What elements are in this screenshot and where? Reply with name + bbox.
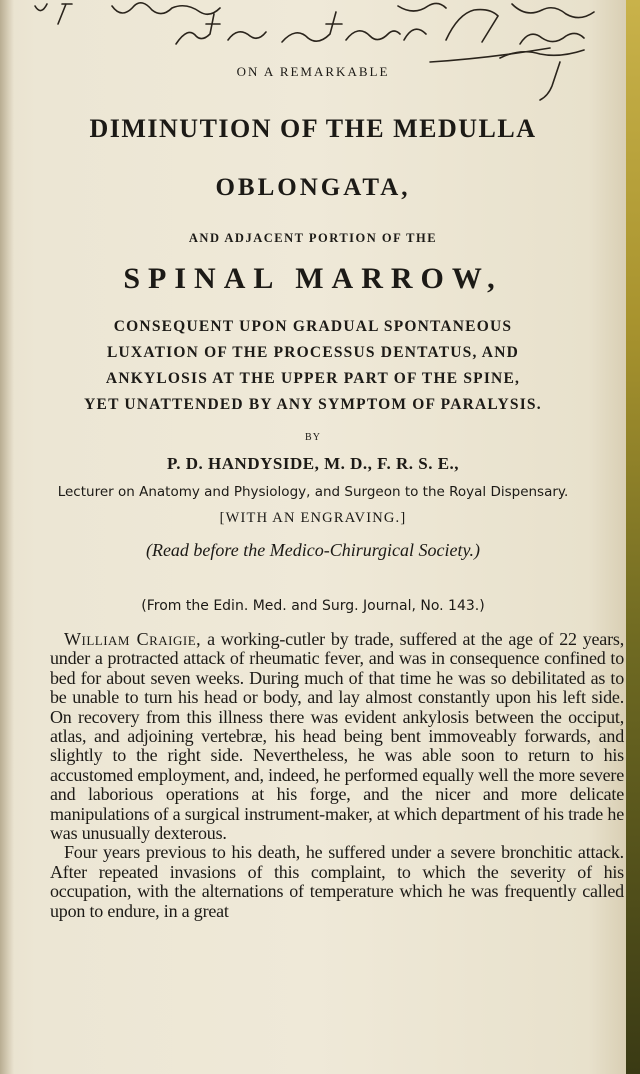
- subtitle-line-3: ANKYLOSIS AT THE UPPER PART OF THE SPINE,: [105, 370, 521, 387]
- subtitle-line-4: YET UNATTENDED BY ANY SYMPTOM OF PARALYSIS.: [84, 396, 542, 413]
- title-line-2: OBLONGATA,: [215, 174, 411, 201]
- handwritten-annotation: [0, 0, 626, 110]
- page-binding-shadow: [0, 0, 14, 1074]
- paragraph-2: Four years previous to his death, he suffered under a severe bronchitic attack. After repeated invasions of this complaint, to which the severity of his occupation, with the alternations of temperature which he was frequently called upon to endure, in a great: [50, 842, 624, 921]
- author-name: P. D. HANDYSIDE, M. D., F. R. S. E.,: [166, 454, 460, 473]
- title-line-1: DIMINUTION OF THE MEDULLA: [89, 114, 537, 143]
- author-affiliation: Lecturer on Anatomy and Physiology, and Surgeon to the Royal Dispensary.: [57, 484, 569, 500]
- patient-name: William Craigie,: [64, 629, 202, 649]
- paragraph-1-text: a working-cutler by trade, suffered at the age of 22 years, under a protracted attack of rheumatic fever, and was in consequence confined to bed for about seven weeks. During much of that time he was so debilitated as to be unable to turn his head or body, and lay almost constantly upon his left side. On recovery from this illness there was evident ankylosis between the occiput, atlas, and adjoining vertebræ, his head being bent immoveably forwards, and slightly to the right side. Nevertheless, he was able soon to return to his accustomed employment, and, indeed, he performed equally well the more severe and laborious operations at his forge, and the nicer and more delicate manipulations of a surgical instrument-maker, at which department of his trade he was unusually dexterous.: [50, 629, 624, 844]
- paragraph-1: [50, 630, 624, 843]
- title-kicker: ON A REMARKABLE: [236, 64, 390, 79]
- gilt-page-edge: [626, 0, 640, 1074]
- by-label: BY: [305, 432, 321, 443]
- subtitle-line-1: CONSEQUENT UPON GRADUAL SPONTANEOUS: [113, 318, 513, 335]
- article-body: [50, 630, 624, 921]
- subtitle-line-2: LUXATION OF THE PROCESSUS DENTATUS, AND: [107, 344, 519, 361]
- engraving-note: [WITH AN ENGRAVING.]: [219, 510, 407, 526]
- title-connector: AND ADJACENT PORTION OF THE: [188, 231, 438, 245]
- read-before-note: (Read before the Medico-Chirurgical Society.): [145, 540, 481, 560]
- title-line-3: SPINAL MARROW,: [123, 262, 503, 295]
- source-citation: (From the Edin. Med. and Surg. Journal, No. 143.): [141, 598, 485, 614]
